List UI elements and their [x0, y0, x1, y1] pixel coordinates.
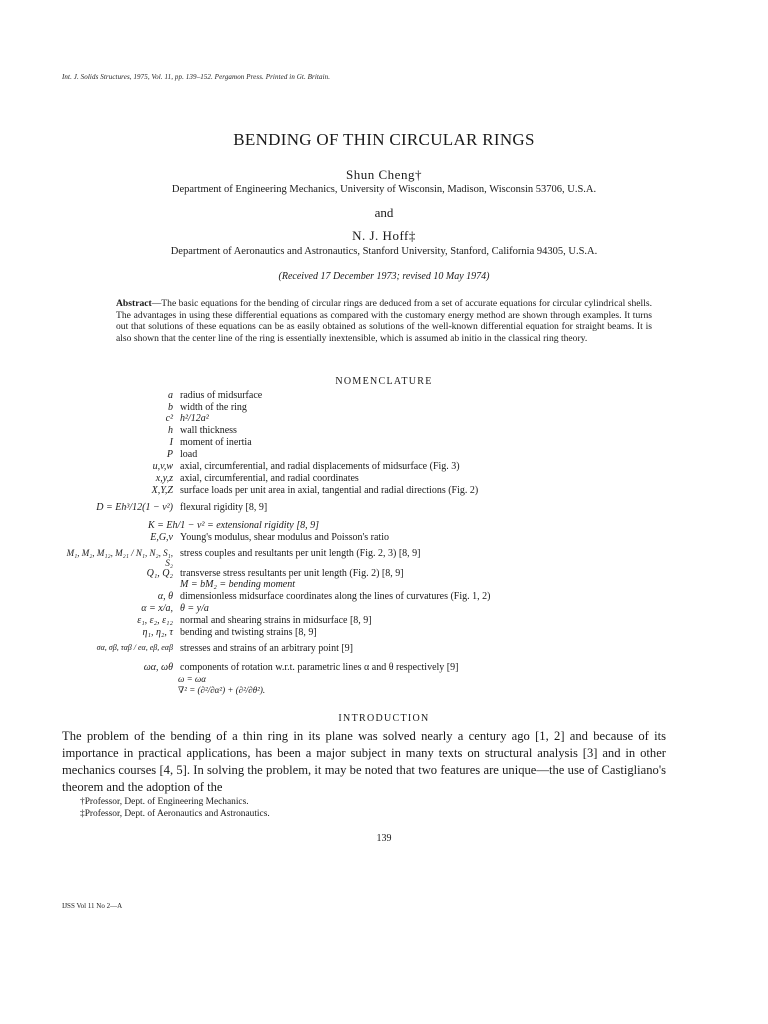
nomenclature-symbol: u,v,w	[152, 461, 173, 472]
nomenclature-symbol: x,y,z	[155, 473, 173, 484]
nomenclature-definition: normal and shearing strains in midsurface [8, 9]	[180, 615, 372, 626]
abstract-text: —The basic equations for the bending of circular rings are deduced from a set of accurate equations for circular cylindrical shells. The advantages in using these differential equations as compared with the customary energy method are shown through examples. It turns out that solutions of these equations can be as easily obtained as solutions of the well-known differential equation for straight beams. It is also shown that the center line of the ring is essentially inextensible, which is assumed ab initio in the classical ring theory.	[116, 298, 652, 344]
nomenclature-symbol: D = Eh³/12(1 − ν²)	[96, 502, 173, 513]
nomenclature-symbol: σα, σβ, ταβ / eα, eβ, eαβ	[96, 643, 173, 652]
received-dates: (Received 17 December 1973; revised 10 May 1974)	[278, 271, 490, 282]
author-2-name: N. J. Hoff‡	[352, 228, 416, 243]
author-1-name: Shun Cheng†	[346, 167, 422, 182]
nomenclature-definition: ω = ωα	[178, 674, 207, 684]
introduction-text: The problem of the bending of a thin ring in its plane was solved nearly a century ago [1, 2] and because of its importance in practical applications, has been a major subject in many texts on structural analysis [3] and in other mechanics courses [4, 5]. In solving the problem, it may be noted that two features are unique—the use of Castigliano's theorem and the adoption of the	[62, 729, 666, 794]
nomenclature-definition: radius of midsurface	[180, 390, 263, 401]
paper-title: BENDING OF THIN CIRCULAR RINGS	[233, 130, 535, 149]
nomenclature-definition: axial, circumferential, and radial coordinates	[180, 473, 359, 484]
nomenclature-definition: stress couples and resultants per unit length (Fig. 2, 3) [8, 9]	[180, 548, 421, 559]
nomenclature-definition: dimensionless midsurface coordinates along the lines of curvatures (Fig. 1, 2)	[180, 591, 491, 602]
journal-citation: Int. J. Solids Structures, 1975, Vol. 11, pp. 139–152. Pergamon Press. Printed in Gt. Britain.	[62, 73, 331, 81]
nomenclature-definition: width of the ring	[180, 402, 247, 413]
nomenclature-definition: stresses and strains of an arbitrary point [9]	[180, 643, 354, 654]
nomenclature-symbol: I	[169, 437, 173, 448]
nomenclature-symbol: h	[168, 425, 173, 436]
nomenclature-symbol: ωα, ωθ	[143, 662, 173, 673]
nomenclature-symbol: α, θ	[157, 591, 173, 602]
author-2-affiliation: Department of Aeronautics and Astronautics, Stanford University, Stanford, California 94305, U.S.A.	[170, 246, 598, 257]
nomenclature-symbol: a	[168, 390, 173, 401]
nomenclature-symbol: c²	[165, 413, 173, 424]
nomenclature-symbol: E,G,ν	[150, 532, 173, 543]
nomenclature-definition: transverse stress resultants per unit length (Fig. 2) [8, 9]	[180, 568, 404, 579]
nomenclature-symbol: Q₁, Q₂	[146, 568, 173, 579]
nomenclature-definition: axial, circumferential, and radial displacements of midsurface (Fig. 3)	[180, 461, 460, 472]
footnote-1: †Professor, Dept. of Engineering Mechanics.	[80, 797, 249, 807]
nomenclature-symbol: M₁, M₂, M₁₂, M₂₁ / N₁, N₂, S₁, S₂	[66, 548, 173, 568]
nomenclature-definition: h²/12a²	[180, 413, 209, 424]
nomenclature-symbol: X,Y,Z	[151, 485, 173, 496]
nomenclature-definition: Young's modulus, shear modulus and Poisson's ratio	[180, 532, 389, 543]
nomenclature-definition: wall thickness	[180, 425, 237, 436]
abstract-label: Abstract	[116, 298, 152, 309]
page-number: 139	[376, 833, 392, 844]
nomenclature-definition: load	[180, 449, 198, 460]
nomenclature-symbol: η₁, η₂, τ	[142, 627, 173, 638]
nomenclature-heading: NOMENCLATURE	[335, 376, 433, 387]
footnote-2: ‡Professor, Dept. of Aeronautics and Astronautics.	[80, 809, 270, 819]
introduction-heading: INTRODUCTION	[338, 713, 430, 724]
nomenclature-definition: ∇² = (∂²/∂α²) + (∂²/∂θ²).	[178, 685, 266, 695]
nomenclature-symbol: α = x/a,	[141, 603, 173, 614]
and-separator: and	[374, 205, 394, 220]
nomenclature-definition: flexural rigidity [8, 9]	[180, 502, 268, 513]
nomenclature-definition: surface loads per unit area in axial, tangential and radial directions (Fig. 2)	[180, 485, 479, 496]
nomenclature-definition: K = Eh/1 − ν² = extensional rigidity [8, 9]	[148, 520, 320, 531]
abstract	[116, 298, 652, 344]
nomenclature-symbol: P	[166, 449, 173, 460]
journal-footer: IJSS Vol 11 No 2—A	[62, 902, 123, 910]
nomenclature-definition: bending and twisting strains [8, 9]	[180, 627, 317, 638]
nomenclature-symbol: b	[168, 402, 173, 413]
nomenclature-definition: components of rotation w.r.t. parametric lines α and θ respectively [9]	[180, 662, 459, 673]
nomenclature-symbol: ε₁, ε₂, ε₁₂	[137, 615, 173, 626]
author-1-affiliation: Department of Engineering Mechanics, University of Wisconsin, Madison, Wisconsin 53706, U.S.A.	[171, 184, 597, 195]
nomenclature-definition: moment of inertia	[180, 437, 252, 448]
nomenclature-definition: θ = y/a	[180, 603, 209, 614]
nomenclature-definition: M = bM₂ = bending moment	[180, 579, 296, 590]
